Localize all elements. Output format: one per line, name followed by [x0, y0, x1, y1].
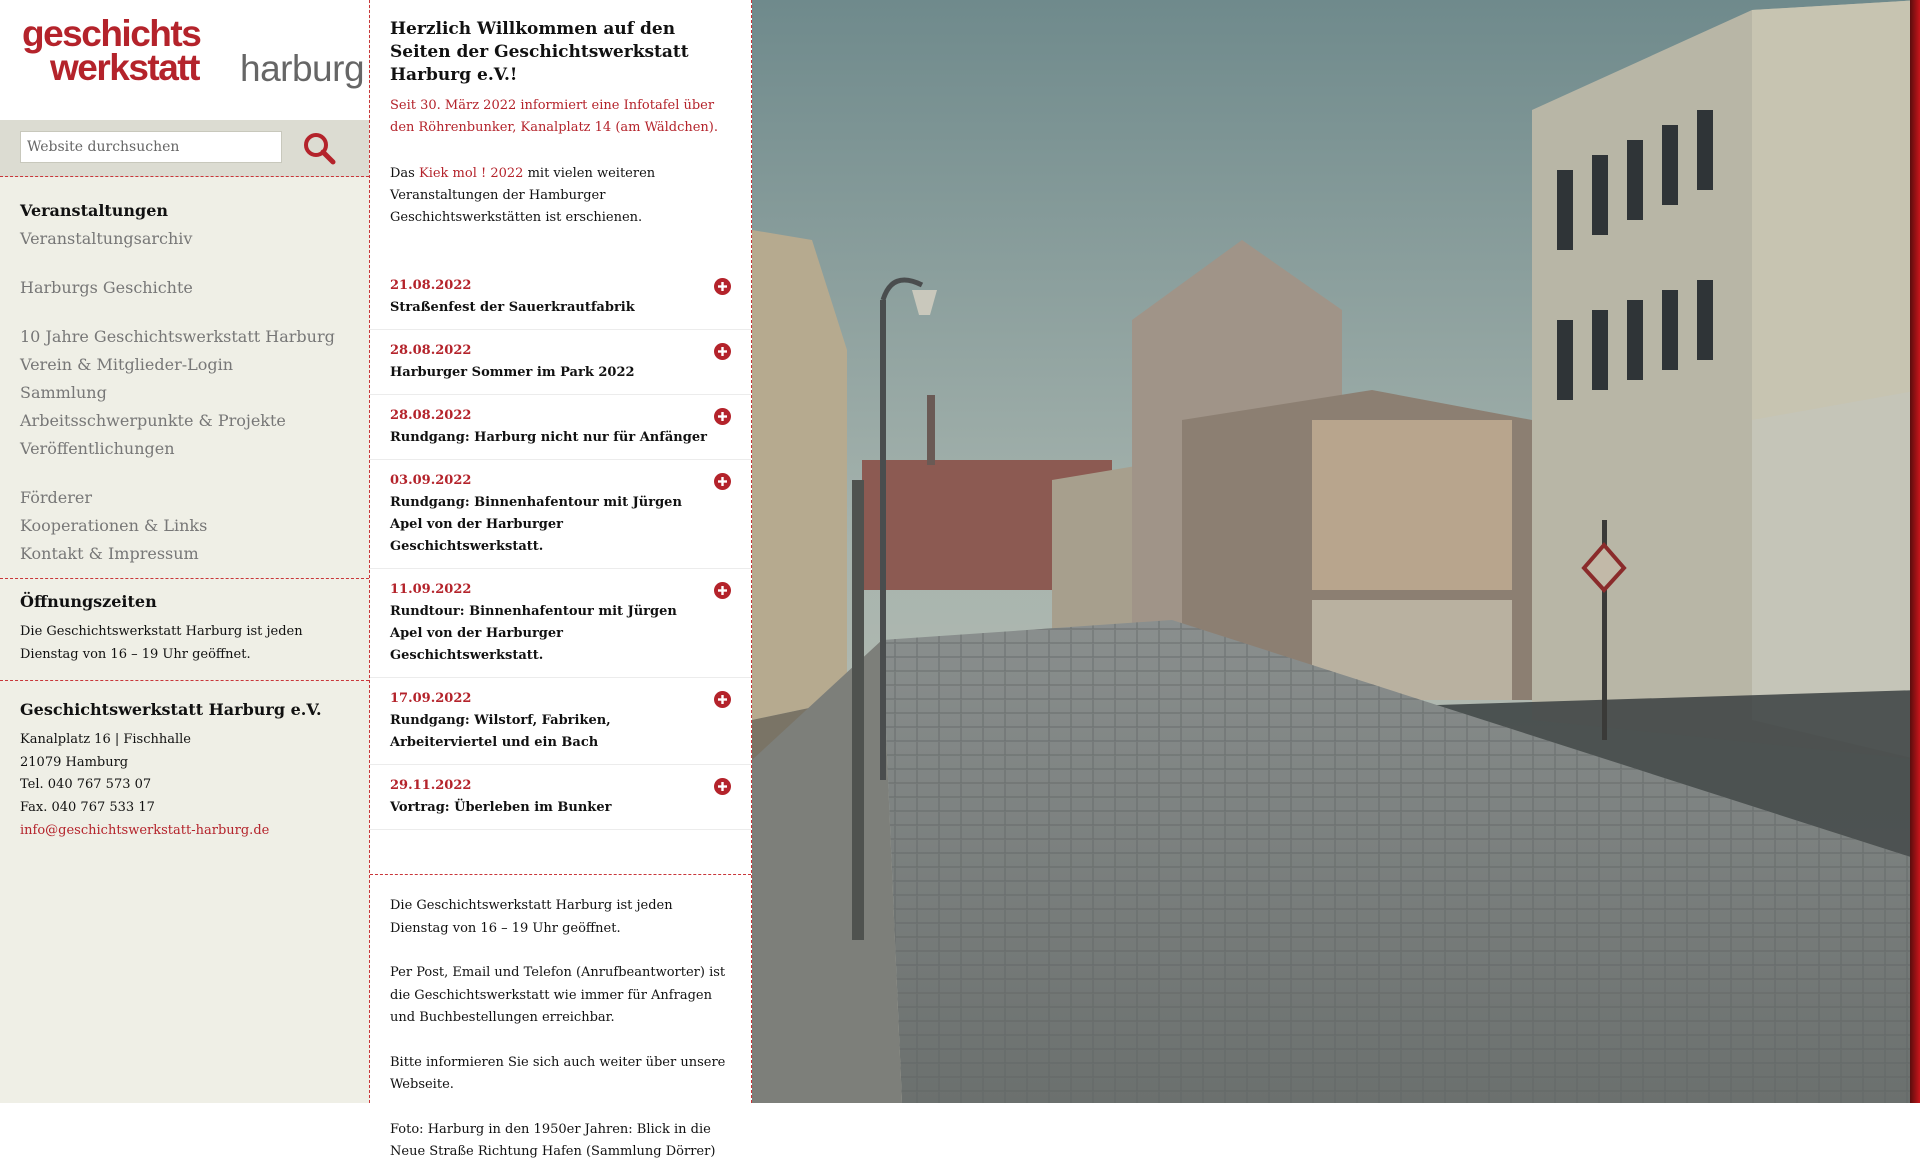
- contact-block: [0, 680, 369, 857]
- sidebar: [0, 0, 370, 1103]
- event-title: Vortrag: Überleben im Bunker: [390, 800, 612, 815]
- logo-line-3: harburg: [240, 48, 365, 89]
- event-title: Rundtour: Binnenhafentour mit Jürgen Apel von der Harburger Geschichtswerkstatt.: [390, 604, 677, 663]
- main-navigation: [0, 177, 369, 568]
- event-date: 29.11.2022: [390, 778, 472, 793]
- search-icon: [300, 129, 342, 169]
- event-title: Rundgang: Harburg nicht nur für Anfänger: [390, 430, 707, 445]
- logo-line-2: werkstatt: [50, 47, 199, 88]
- contact-email-link[interactable]: info@geschichtswerkstatt-harburg.de: [20, 823, 270, 838]
- nav-item-veroeffentlichungen[interactable]: Veröffentlichungen: [20, 439, 175, 458]
- nav-group-history: [20, 274, 369, 302]
- opening-hours-block: [0, 578, 369, 680]
- events-list: [370, 265, 751, 830]
- nav-item-10-jahre[interactable]: 10 Jahre Geschichtswerkstatt Harburg: [20, 327, 335, 346]
- nav-item-kontakt[interactable]: Kontakt & Impressum: [20, 544, 199, 563]
- search-input[interactable]: [20, 131, 282, 163]
- plus-circle-icon[interactable]: [714, 582, 731, 599]
- nav-group-events: [20, 197, 369, 253]
- info-block: [370, 874, 751, 1164]
- nav-group-about: [20, 323, 369, 463]
- event-date: 11.09.2022: [390, 582, 472, 597]
- page-title: Herzlich Willkommen auf den Seiten der Geschichtswerkstatt Harburg e.V.!: [390, 19, 689, 85]
- contact-tel: Tel. 040 767 573 07: [20, 777, 152, 792]
- nav-item-veranstaltungen[interactable]: Veranstaltungen: [20, 201, 169, 220]
- plus-circle-icon[interactable]: [714, 778, 731, 795]
- plus-circle-icon[interactable]: [714, 343, 731, 360]
- info-paragraph-website: Bitte informieren Sie sich auch weiter über unsere Webseite.: [390, 1054, 726, 1092]
- hero-photo: [752, 0, 1920, 1103]
- event-title: Rundgang: Binnenhafentour mit Jürgen Apel von der Harburger Geschichtswerkstatt.: [390, 495, 682, 554]
- contact-heading: Geschichtswerkstatt Harburg e.V.: [20, 700, 322, 719]
- event-item[interactable]: [370, 765, 751, 830]
- event-date: 17.09.2022: [390, 691, 472, 706]
- nav-item-veranstaltungsarchiv[interactable]: Veranstaltungsarchiv: [20, 229, 193, 248]
- content-column: [370, 0, 752, 1159]
- opening-hours-text: Die Geschichtswerkstatt Harburg ist jeden Dienstag von 16 – 19 Uhr geöffnet.: [20, 624, 303, 662]
- kiek-mol-post: mit vielen weiteren Veranstaltungen der Hamburger Geschichtswerkstätten ist erschienen.: [390, 166, 656, 225]
- site-logo[interactable]: [0, 0, 369, 120]
- nav-item-kooperationen[interactable]: Kooperationen & Links: [20, 516, 208, 535]
- nav-item-sammlung[interactable]: Sammlung: [20, 383, 107, 402]
- infotafel-notice: Seit 30. März 2022 informiert eine Infotafel über den Röhrenbunker, Kanalplatz 14 (am Wäldchen).: [390, 98, 718, 135]
- event-date: 21.08.2022: [390, 278, 472, 293]
- kiek-mol-paragraph: [390, 163, 731, 229]
- plus-circle-icon[interactable]: [714, 408, 731, 425]
- nav-item-verein-login[interactable]: Verein & Mitglieder-Login: [20, 355, 234, 374]
- event-title: Straßenfest der Sauerkrautfabrik: [390, 300, 635, 315]
- event-title: Rundgang: Wilstorf, Fabriken, Arbeiterviertel und ein Bach: [390, 713, 611, 750]
- event-item[interactable]: [370, 265, 751, 330]
- opening-hours-heading: Öffnungszeiten: [20, 592, 157, 611]
- event-item[interactable]: [370, 395, 751, 460]
- event-item[interactable]: [370, 330, 751, 395]
- plus-circle-icon[interactable]: [714, 473, 731, 490]
- photo-caption: Foto: Harburg in den 1950er Jahren: Blick in die Neue Straße Richtung Hafen (Sammlung Dörrer): [390, 1121, 716, 1159]
- info-paragraph-hours: Die Geschichtswerkstatt Harburg ist jeden Dienstag von 16 – 19 Uhr geöffnet.: [390, 898, 673, 936]
- search-bar: [0, 120, 369, 177]
- plus-circle-icon[interactable]: [714, 691, 731, 708]
- plus-circle-icon[interactable]: [714, 278, 731, 295]
- nav-group-misc: [20, 484, 369, 568]
- nav-item-arbeitsschwerpunkte[interactable]: Arbeitsschwerpunkte & Projekte: [20, 411, 286, 430]
- info-paragraph-contact: Per Post, Email und Telefon (Anrufbeantworter) ist die Geschichtswerkstatt wie immer für Anfragen und Buchbestellungen erreichbar.: [390, 965, 726, 1025]
- nav-item-harburgs-geschichte[interactable]: Harburgs Geschichte: [20, 278, 193, 297]
- welcome-section: [370, 0, 751, 229]
- red-edge-bar: [1910, 0, 1920, 1103]
- event-item[interactable]: [370, 678, 751, 765]
- contact-address-1: Kanalplatz 16 | Fischhalle: [20, 732, 191, 747]
- event-title: Harburger Sommer im Park 2022: [390, 365, 635, 380]
- logo-line-1: geschichts: [22, 13, 201, 54]
- event-date: 28.08.2022: [390, 343, 472, 358]
- historic-street-photo: [752, 0, 1920, 1103]
- event-date: 28.08.2022: [390, 408, 472, 423]
- kiek-mol-link[interactable]: Kiek mol ! 2022: [418, 166, 524, 181]
- search-button[interactable]: [300, 129, 342, 169]
- contact-fax: Fax. 040 767 533 17: [20, 799, 155, 815]
- contact-address-2: 21079 Hamburg: [20, 754, 129, 770]
- event-item[interactable]: [370, 460, 751, 569]
- event-item[interactable]: [370, 569, 751, 678]
- event-date: 03.09.2022: [390, 473, 472, 488]
- kiek-mol-pre: Das: [390, 166, 419, 181]
- nav-item-foerderer[interactable]: Förderer: [20, 488, 92, 507]
